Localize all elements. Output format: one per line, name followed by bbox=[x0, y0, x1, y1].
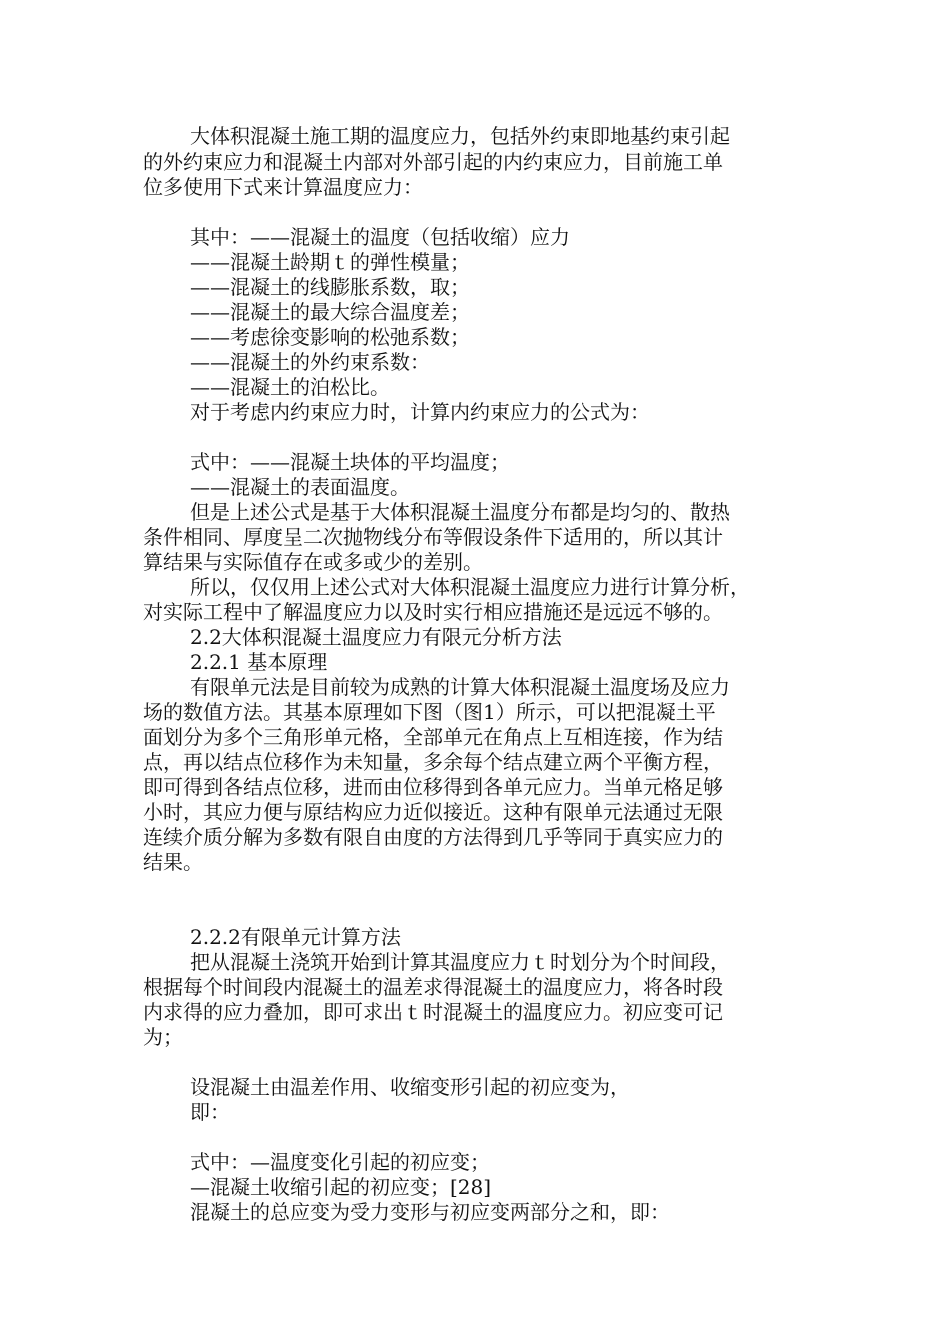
text-line: 场的数值方法。其基本原理如下图（图1）所示，可以把混凝土平 bbox=[143, 700, 716, 724]
text-line: 但是上述公式是基于大体积混凝土温度分布都是均匀的、散热 bbox=[190, 500, 730, 524]
text-line: 即可得到各结点位移，进而由位移得到各单元应力。当单元格足够 bbox=[143, 775, 723, 799]
text-line: 条件相同、厚度呈二次抛物线分布等假设条件下适用的，所以其计 bbox=[143, 525, 723, 549]
text-line: 把从混凝土浇筑开始到计算其温度应力ｔ时划分为个时间段， bbox=[190, 950, 730, 974]
text-line: ——混凝土的外约束系数： bbox=[190, 350, 430, 374]
text-line: 根据每个时间段内混凝土的温差求得混凝土的温度应力，将各时段 bbox=[143, 975, 723, 999]
text-line: 混凝土的总应变为受力变形与初应变两部分之和，即： bbox=[190, 1200, 670, 1224]
text-line: 小时，其应力便与原结构应力近似接近。这种有限单元法通过无限 bbox=[143, 800, 723, 824]
text-line: —混凝土收缩引起的初应变；[28] bbox=[190, 1175, 492, 1199]
text-line: 算结果与实际值存在或多或少的差别。 bbox=[143, 550, 483, 574]
text-line: 大体积混凝土施工期的温度应力，包括外约束即地基约束引起 bbox=[190, 124, 730, 148]
subsection-heading: 2.2.1 基本原理 bbox=[190, 650, 328, 674]
text-line: 为； bbox=[143, 1025, 183, 1049]
text-line: 其中：——混凝土的温度（包括收缩）应力 bbox=[190, 225, 570, 249]
text-line: ——混凝土的泊松比。 bbox=[190, 375, 390, 399]
text-line: 面划分为多个三角形单元格，全部单元在角点上互相连接，作为结 bbox=[143, 725, 723, 749]
text-line: 即： bbox=[190, 1100, 230, 1124]
text-line: 对实际工程中了解温度应力以及时实行相应措施还是远远不够的。 bbox=[143, 600, 723, 624]
text-line: 有限单元法是目前较为成熟的计算大体积混凝土温度场及应力 bbox=[190, 675, 730, 699]
text-line: 位多使用下式来计算温度应力： bbox=[143, 175, 423, 199]
text-line: 连续介质分解为多数有限自由度的方法得到几乎等同于真实应力的 bbox=[143, 825, 723, 849]
text-line: 的外约束应力和混凝土内部对外部引起的内约束应力，目前施工单 bbox=[143, 150, 723, 174]
subsection-heading: 2.2.2有限单元计算方法 bbox=[190, 925, 401, 949]
section-heading: 2.2大体积混凝土温度应力有限元分析方法 bbox=[190, 625, 562, 649]
text-line: ——混凝土的表面温度。 bbox=[190, 475, 410, 499]
text-line: 内求得的应力叠加，即可求出ｔ时混凝土的温度应力。初应变可记 bbox=[143, 1000, 723, 1024]
text-line: 设混凝土由温差作用、收缩变形引起的初应变为， bbox=[190, 1075, 630, 1099]
text-line: ——混凝土的最大综合温度差； bbox=[190, 300, 470, 324]
text-line: 对于考虑内约束应力时，计算内约束应力的公式为： bbox=[190, 400, 650, 424]
text-line: ——混凝土的线膨胀系数，取； bbox=[190, 275, 470, 299]
text-line: 式中：——混凝土块体的平均温度； bbox=[190, 450, 510, 474]
text-line: ——混凝土龄期ｔ的弹性模量； bbox=[190, 250, 470, 274]
text-line: 点，再以结点位移作为未知量，多余每个结点建立两个平衡方程， bbox=[143, 750, 723, 774]
text-line: ——考虑徐变影响的松弛系数； bbox=[190, 325, 470, 349]
text-line: 式中：—温度变化引起的初应变； bbox=[190, 1150, 490, 1174]
text-line: 所以，仅仅用上述公式对大体积混凝土温度应力进行计算分析， bbox=[190, 575, 750, 599]
text-line: 结果。 bbox=[143, 850, 203, 874]
